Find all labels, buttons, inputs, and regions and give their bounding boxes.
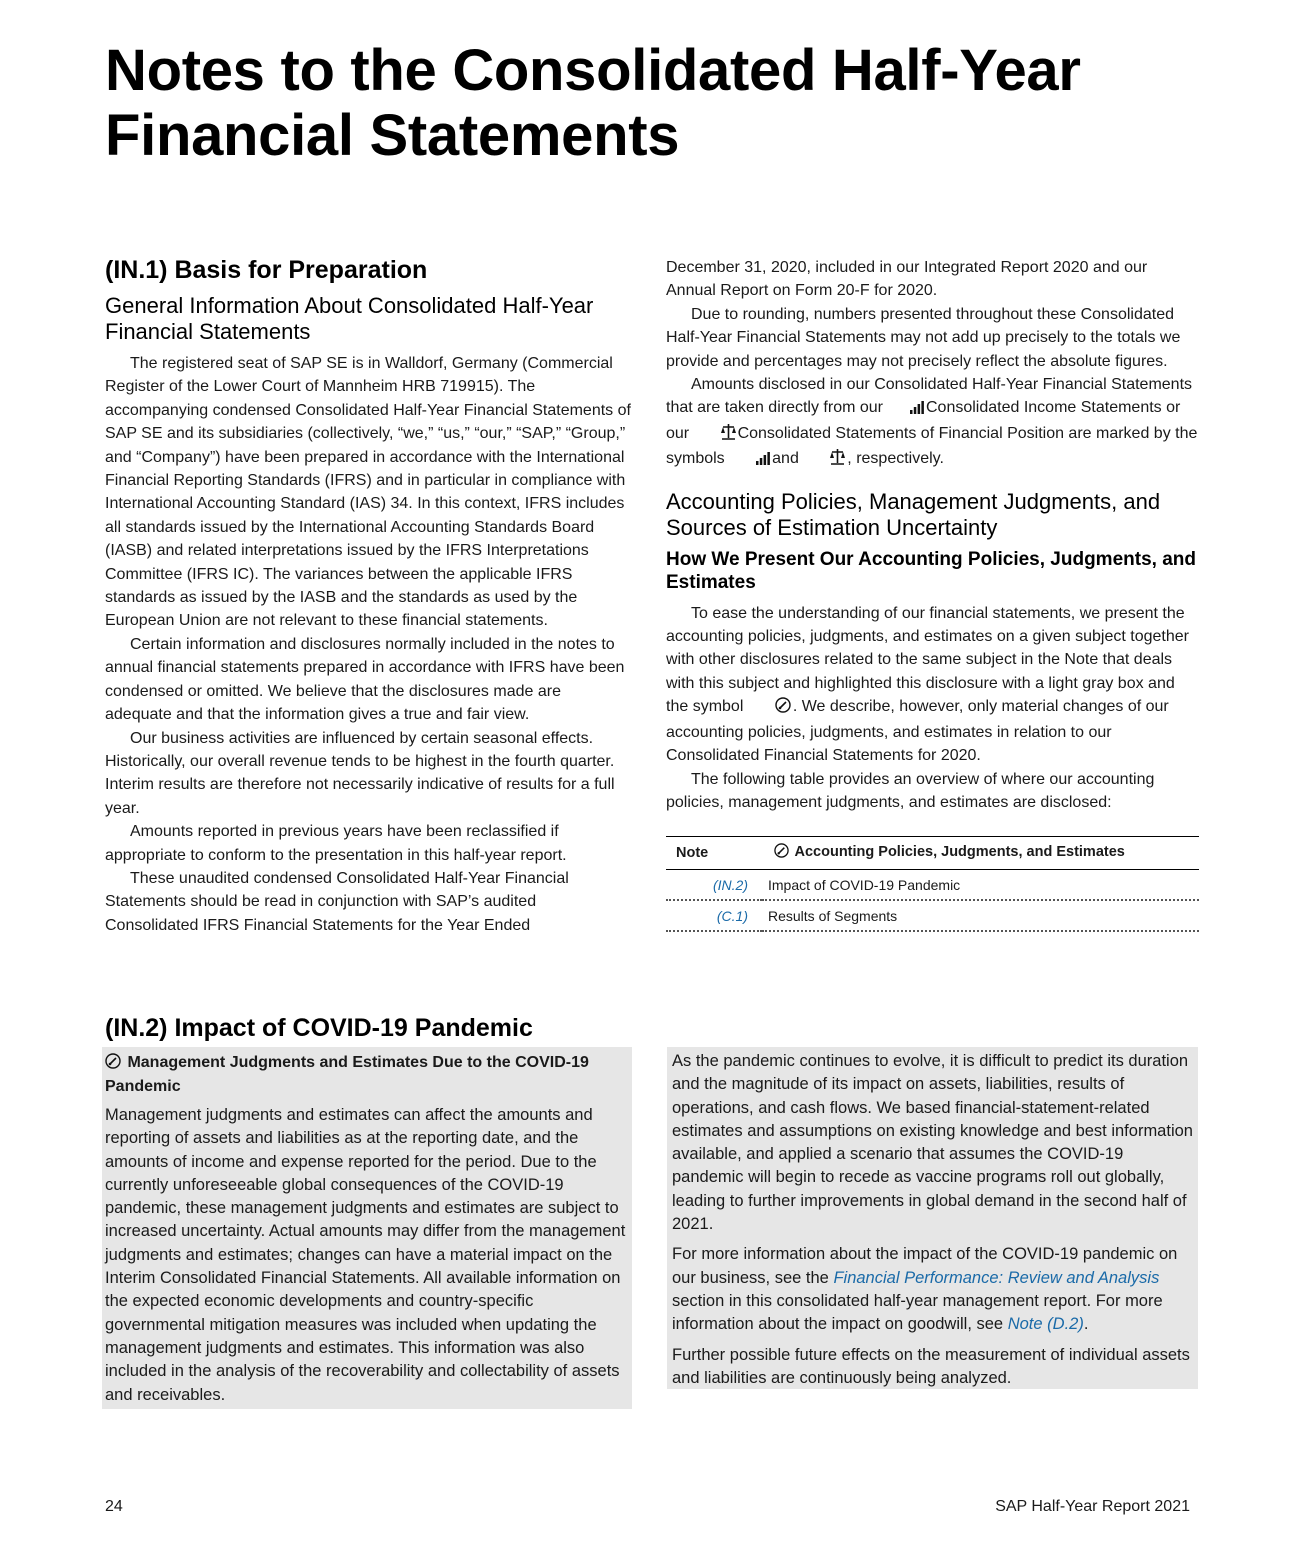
text-span: Consolidated Income Statements or our — [666, 399, 1181, 442]
paragraph: The registered seat of SAP SE is in Walldorf, Germany (Commercial Register of the Lower Court of Mannheim HRB 719915). The accompanying condensed Consolidated Half-Year Financial Statements of SAP SE and its subsidiaries (collectively, “we,” “us,” “our,” “SAP,” “Group,” and “Company”) have been prepared in accordance with the International Financial Reporting Standards (IFRS) and in particular in compliance with International Accounting Standard (IAS) 34. In this context, IFRS includes all standards issued by the International Accounting Standards Board (IASB) and related interpretations issued by the IFRS Interpretations Committee (IFRS IC). The variances between the applicable IFRS standards as issued by the IASB and the standards as used by the European Union are not relevant to these financial statements. — [105, 355, 631, 630]
text-span: . We describe, however, only material changes of our accounting policies, judgments, and estimates in relation to our Consolidated Financial Statements for 2020. — [666, 698, 1169, 765]
financial-performance-link[interactable]: Financial Performance: Review and Analysis — [833, 1268, 1160, 1287]
text-span: Amounts disclosed in our Consolidated Half-Year Financial Statements that are taken directly from our — [666, 376, 1193, 417]
table-row — [666, 870, 1199, 901]
paragraph-continuation: December 31, 2020, included in our Integrated Report 2020 and our Annual Report on Form 20-F for 2020. — [666, 259, 1148, 300]
box-paragraph: Management judgments and estimates can affect the amounts and reporting of assets and liabilities as at the reporting date, and the amounts of income and expense reported for the period. Due to the currently unforeseeable global consequences of the COVID-19 pandemic, these management judgments and estimates are subject to increased uncertainty. Actual amounts may differ from the management judgments and estimates; changes can have a material impact on the Interim Consolidated Financial Statements. All available information on the expected economic developments and country-specific governmental mitigation measures was included when updating the management judgments and estimates. This information was also included in the analysis of the recoverability and collectability of assets and receivables. — [105, 1106, 626, 1404]
policies-subheading: How We Present Our Accounting Policies, Judgments, and Estimates — [666, 548, 1196, 593]
column-header-topic — [762, 837, 1199, 870]
policies-paragraph — [666, 602, 1199, 768]
table-header-row — [666, 837, 1199, 870]
table-cell-topic: Impact of COVID-19 Pandemic — [762, 870, 1199, 901]
policies-heading: Accounting Policies, Management Judgments, and Sources of Estimation Uncertainty — [666, 488, 1161, 540]
paragraph: These unaudited condensed Consolidated Half-Year Financial Statements should be read in conjunction with SAP’s audited Consolidated IFRS Financial Statements for the Year Ended — [105, 869, 569, 934]
judgment-gauge-icon — [105, 1053, 121, 1076]
box-paragraph — [672, 1243, 1194, 1336]
balance-scale-icon — [805, 449, 845, 472]
text-span: For more information about the impact of the COVID-19 pandemic on our business, see the — [672, 1245, 1178, 1287]
box-heading — [105, 1052, 627, 1098]
income-statement-icon — [731, 449, 770, 472]
text-span: To ease the understanding of our financial statements, we present the accounting policies, judgments, and estimates on a given subject together with other disclosures related to the same subject in the Note that deals with this subject and highlighted this disclosure with a light gray box and the symbol — [666, 604, 1189, 716]
table-row — [666, 900, 1199, 931]
column-header-label: Accounting Policies, Judgments, and Estimates — [794, 844, 1125, 861]
section-heading: (IN.2) Impact of COVID-19 Pandemic — [105, 1014, 533, 1042]
symbols-paragraph — [666, 373, 1199, 473]
policies-table — [666, 836, 1199, 932]
box-paragraph: Further possible future effects on the measurement of individual assets and liabilities are continuously being analyzed. — [672, 1345, 1190, 1387]
section-heading: (IN.1) Basis for Preparation — [105, 256, 428, 284]
note-d2-link[interactable]: Note (D.2) — [1007, 1315, 1084, 1334]
text-span: , respectively. — [847, 450, 944, 468]
paragraph: Our business activities are influenced by certain seasonal effects. Historically, our overall revenue tends to be highest in the fourth quarter. Interim results are therefore not necessarily indicative of results for a full year. — [105, 729, 615, 817]
text-span: and — [772, 450, 799, 468]
box-paragraph: As the pandemic continues to evolve, it is difficult to predict its duration and the magnitude of its impact on assets, liabilities, results of operations, and cash flows. We based financial-statement-related estimates and assumptions on existing knowledge and best information available, and applied a scenario that assumes the COVID-19 pandemic will begin to recede as vaccine programs roll out globally, leading to further improvements in global demand in the second half of 2021. — [672, 1052, 1193, 1234]
paragraph: Certain information and disclosures normally included in the notes to annual financial statements prepared in accordance with IFRS have been condensed or omitted. We believe that the disclosures made are adequate and that the information gives a true and fair view. — [105, 635, 625, 724]
page-number: 24 — [105, 1498, 123, 1515]
subsection-heading: General Information About Consolidated Half-Year Financial Statements — [105, 293, 594, 344]
table-cell-topic: Results of Segments — [762, 900, 1199, 931]
rounding-paragraph: Due to rounding, numbers presented throughout these Consolidated Half-Year Financial Statements may not add up precisely to the totals we provide and percentages may not precisely reflect the absolute figures. — [666, 305, 1181, 370]
report-name: SAP Half-Year Report 2021 — [995, 1498, 1190, 1515]
judgment-gauge-icon — [750, 697, 791, 720]
section-in1-left-column — [105, 255, 632, 937]
judgment-box-left — [102, 1047, 632, 1409]
balance-scale-icon — [696, 424, 736, 447]
text-span: . — [1083, 1315, 1089, 1334]
text-span: Consolidated Statements of Financial Position are marked by the symbols — [666, 424, 1198, 468]
paragraph: Amounts reported in previous years have been reclassified if appropriate to conform to the presentation in this half-year report. — [105, 823, 567, 864]
note-reference-link[interactable]: (IN.2) — [666, 870, 762, 901]
judgment-box-right — [667, 1047, 1198, 1389]
text-span: section in this consolidated half-year management report. For more information about the impact on goodwill, see — [672, 1291, 1163, 1334]
box-heading-label: Management Judgments and Estimates Due to the COVID-19 Pandemic — [105, 1054, 589, 1095]
column-header-note: Note — [666, 837, 762, 870]
note-reference-link[interactable]: (C.1) — [666, 900, 762, 931]
judgment-gauge-icon — [774, 843, 789, 862]
section-in1-right-column — [666, 256, 1199, 932]
page-title: Notes to the Consolidated Half-Year Financial Statements — [105, 38, 1081, 168]
income-statement-icon — [885, 398, 924, 421]
policies-paragraph: The following table provides an overview of where our accounting policies, management judgments, and estimates are disclosed: — [666, 770, 1155, 811]
